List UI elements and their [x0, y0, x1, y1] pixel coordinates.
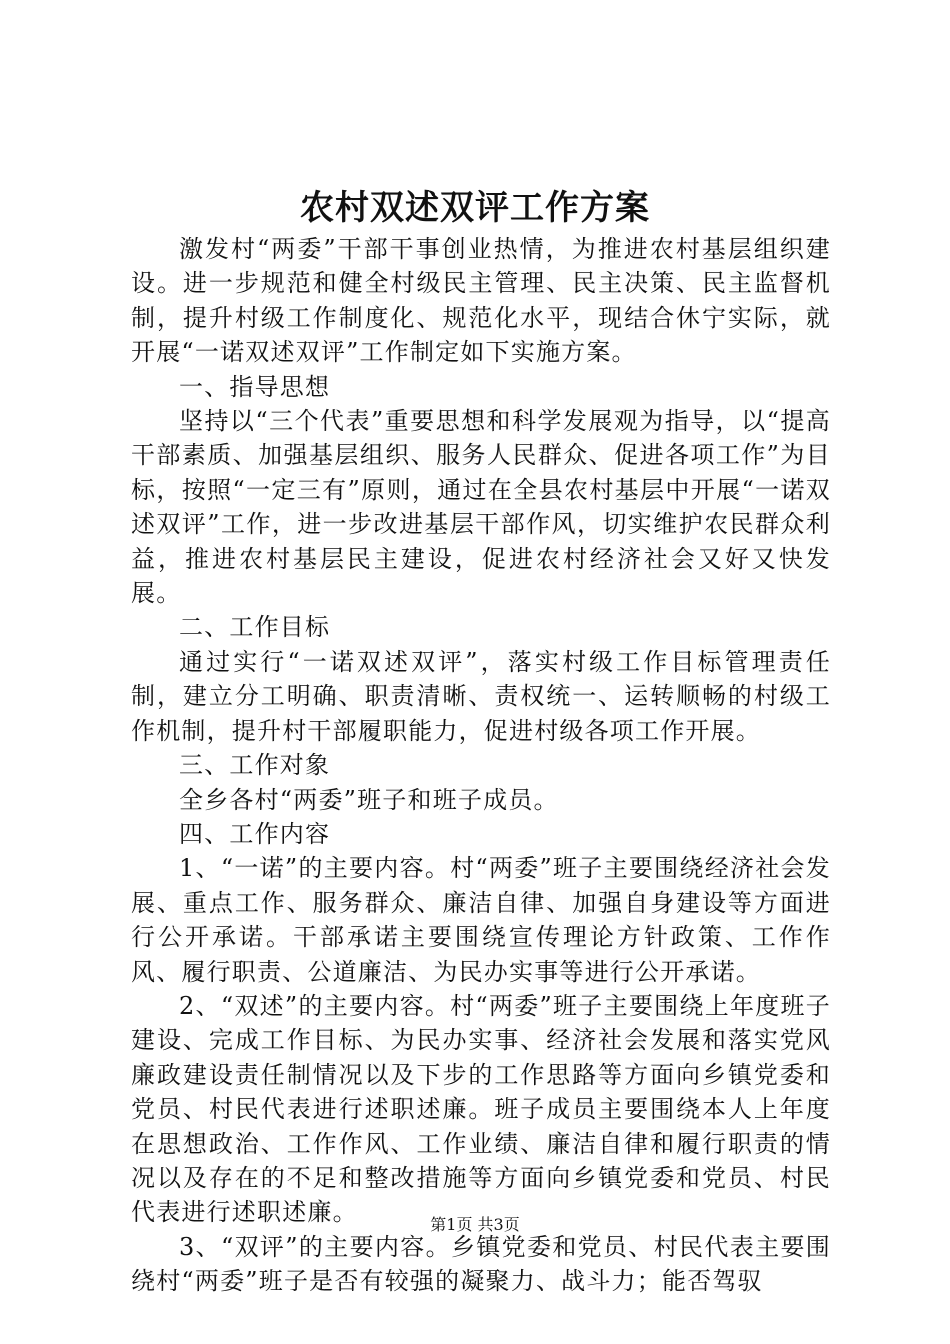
- work-content-item-3: 3、“双评”的主要内容。乡镇党委和党员、村民代表主要围绕村“两委”班子是否有较强的凝聚力、战斗力；能否驾驭: [131, 1232, 831, 1296]
- section-heading-work-goal: 二、工作目标: [179, 613, 331, 642]
- work-content-item-2: 2、“双述”的主要内容。村“两委”班子主要围绕上年度班子建设、完成工作目标、为民办实事、经济社会发展和落实党风廉政建设责任制情况以及下步的工作思路等方面向乡镇党委和党员、村民代表进行述职述廉。班子成员主要围绕本人上年度在思想政治、工作作风、工作业绩、廉洁自律和履行职责的情况以及存在的不足和整改措施等方面向乡镇党委和党员、村民代表进行述职述廉。: [131, 991, 831, 1227]
- work-goal-paragraph: 通过实行“一诺双述双评”，落实村级工作目标管理责任制，建立分工明确、职责清晰、责权统一、运转顺畅的村级工作机制，提升村干部履职能力，促进村级各项工作开展。: [131, 647, 831, 745]
- work-object-paragraph: 全乡各村“两委”班子和班子成员。: [179, 785, 559, 814]
- page-footer: 第1页 共3页: [430, 1215, 520, 1234]
- guiding-thought-paragraph: 坚持以“三个代表”重要思想和科学发展观为指导，以“提高干部素质、加强基层组织、服务人民群众、促进各项工作”为目标，按照“一定三有”原则，通过在全县农村基层中开展“一诺双述双评”工作，进一步改进基层干部作风，切实维护农民群众利益，推进农村基层民主建设，促进农村经济社会又好又快发展。: [131, 407, 831, 608]
- intro-paragraph: 激发村“两委”干部干事创业热情，为推进农村基层组织建设。进一步规范和健全村级民主管理、民主决策、民主监督机制，提升村级工作制度化、规范化水平，现结合休宁实际，就开展“一诺双述双评”工作制定如下实施方案。: [131, 235, 831, 367]
- section-heading-work-object: 三、工作对象: [179, 751, 331, 780]
- document-body: [131, 232, 831, 1299]
- section-heading-guiding-thought: 一、指导思想: [179, 372, 331, 401]
- section-heading-work-content: 四、工作内容: [179, 819, 331, 848]
- work-content-item-1: 1、“一诺”的主要内容。村“两委”班子主要围绕经济社会发展、重点工作、服务群众、廉洁自律、加强自身建设等方面进行公开承诺。干部承诺主要围绕宣传理论方针政策、工作作风、履行职责、公道廉洁、为民办实事等进行公开承诺。: [131, 854, 831, 986]
- document-title: 农村双述双评工作方案: [300, 188, 650, 228]
